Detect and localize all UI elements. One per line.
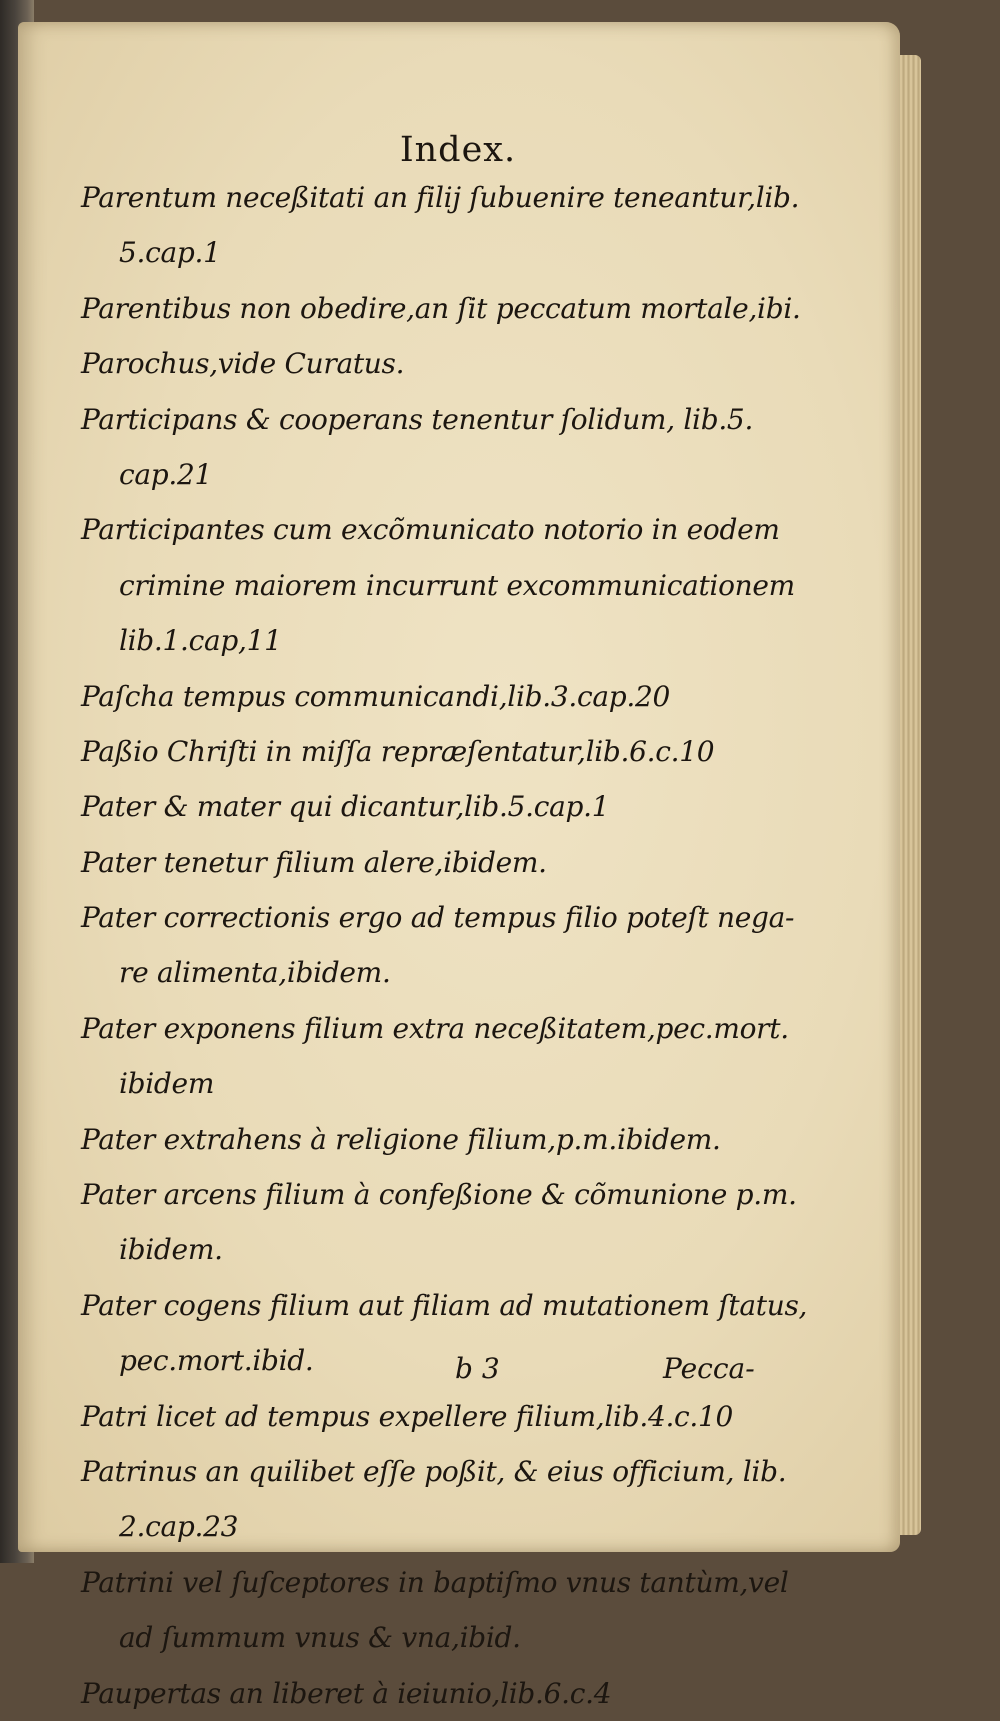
signature-mark: b 3 (455, 1352, 500, 1385)
index-entry: Pater tenetur filium alere,ibidem. (81, 845, 547, 879)
index-entry: Pater extrahens à religione filium,p.m.ibidem. (81, 1122, 721, 1156)
index-entry: Pater exponens filium extra neceßitatem,pec.mort. (81, 1011, 789, 1045)
index-entry-continuation: cap.21 (119, 457, 213, 491)
page-footer (18, 1344, 898, 1394)
index-entry-continuation: re alimenta,ibidem. (119, 956, 391, 990)
index-entry: Patri licet ad tempus expellere filium,lib.4.c.10 (81, 1399, 734, 1433)
book-page (18, 22, 900, 1710)
index-entry: Paſcha tempus communicandi,lib.3.cap.20 (81, 679, 670, 713)
index-entry: Parochus,vide Curatus. (81, 347, 405, 381)
index-entry: Pater cogens filium aut filiam ad mutationem ſtatus, (81, 1288, 808, 1322)
index-entry-continuation: crimine maiorem incurrunt excommunicationem (119, 568, 795, 602)
index-entry: Patrinus an quilibet eſſe poßit, & eius officium, lib. (81, 1454, 787, 1488)
index-entry: Pater arcens filium à confeßione & cõmunione p.m. (81, 1178, 797, 1212)
index-entry-continuation: ibidem. (119, 1233, 223, 1267)
index-entry: Paupertas an liberet à ieiunio,lib.6.c.4 (81, 1676, 612, 1710)
index-entry: Pater correctionis ergo ad tempus filio poteſt nega- (81, 901, 795, 935)
index-entry-continuation: pec.mort.ibid. (119, 1344, 314, 1378)
index-entry: Paßio Chriſti in miſſa repræſentatur,lib.6.c.10 (81, 734, 715, 768)
index-entries (81, 170, 808, 1721)
index-entry-continuation: 2.cap.23 (119, 1510, 239, 1544)
index-entry: Participantes cum excõmunicato notorio in eodem (81, 513, 780, 547)
index-entry: Patrini vel ſuſceptores in baptiſmo vnus tantùm,vel (81, 1565, 789, 1599)
index-entry-continuation: lib.1.cap,11 (119, 624, 282, 658)
index-entry: Participans & cooperans tenentur ſolidum, lib.5. (81, 402, 754, 436)
catchword: Pecca- (663, 1352, 755, 1385)
index-entry-continuation: 5.cap.1 (119, 236, 221, 270)
index-entry: Parentibus non obedire,an ſit peccatum mortale,ibi. (81, 291, 801, 325)
index-entry: Pater & mater qui dicantur,lib.5.cap.1 (81, 790, 610, 824)
page-header: Index. (399, 130, 517, 170)
index-entry-continuation: ad ſummum vnus & vna,ibid. (119, 1621, 521, 1655)
index-entry: Parentum neceßitati an filij ſubuenire teneantur,lib. (81, 181, 800, 214)
index-entry-continuation: ibidem (119, 1067, 215, 1101)
